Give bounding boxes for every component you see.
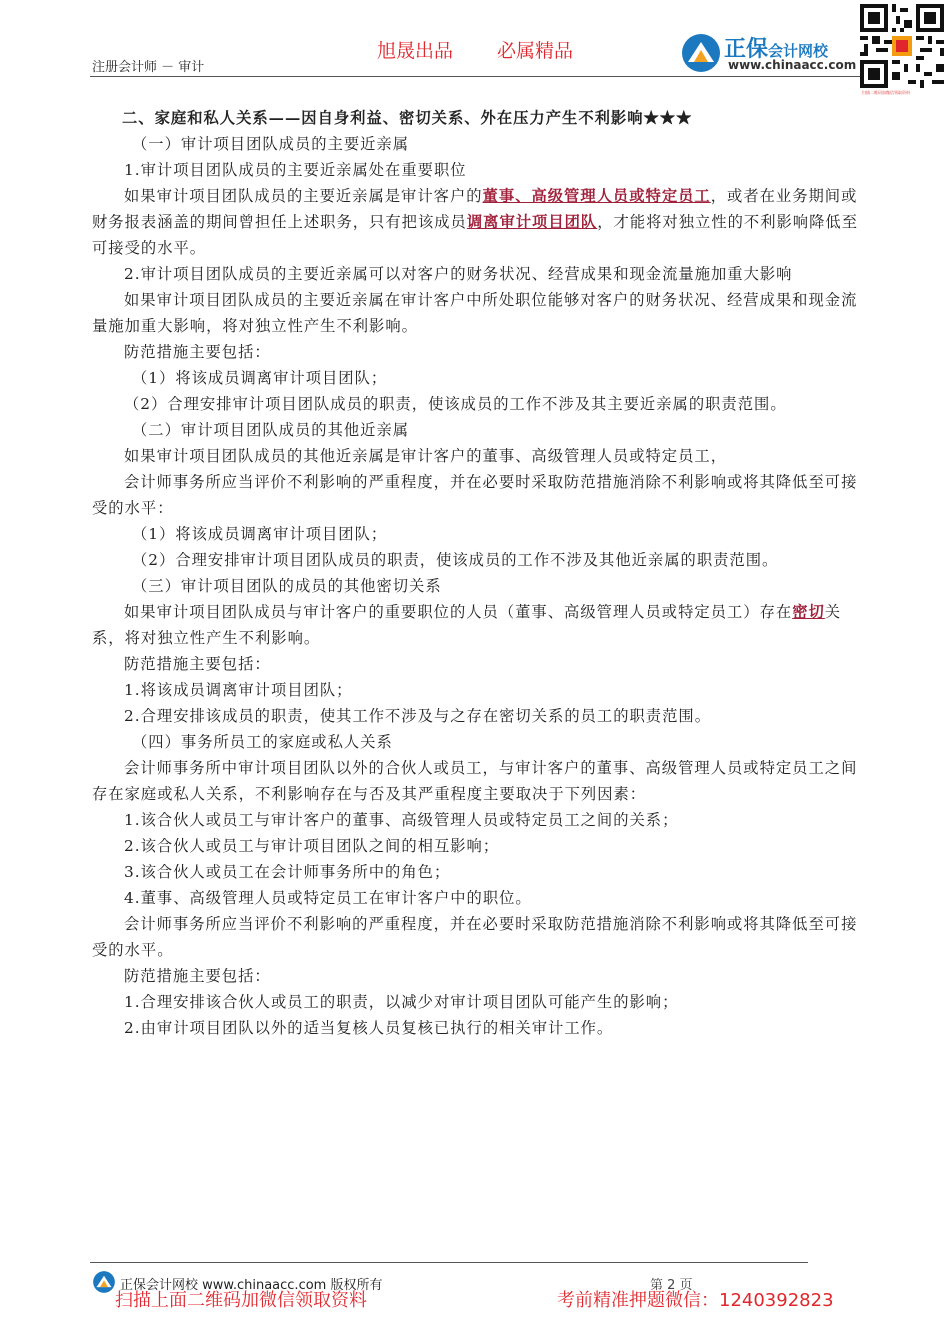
paragraph-3: 防范措施主要包括： <box>124 343 271 361</box>
page-number: 第 2 页 <box>650 1278 693 1293</box>
header-subject: 注册会计师 － 审计 <box>92 60 205 75</box>
paragraph-6: 如果审计项目团队成员的其他近亲属是审计客户的董事、高级管理人员或特定员工， <box>124 447 727 465</box>
document-body <box>92 105 858 1063</box>
qr-code-icon <box>860 4 944 88</box>
item-1-1: 1.审计项目团队成员的主要近亲属处在重要职位 <box>124 161 467 179</box>
subsection-4: （四）事务所员工的家庭或私人关系 <box>132 733 393 751</box>
paragraph-10-b: 关系，将对独立性产生不利影响。 <box>92 603 842 647</box>
paragraph-1-a: 如果审计项目团队成员的主要近亲属是审计客户的 <box>124 187 483 205</box>
logo-name-main: 正保 <box>724 37 769 62</box>
item-1-2: 2.审计项目团队成员的主要近亲属可以对客户的财务状况、经营成果和现金流量施加重大影响 <box>124 265 793 283</box>
paragraph-1 <box>92 183 858 261</box>
logo-name-suffix: 会计网校 <box>768 42 829 60</box>
header-promo-b: 必属精品 <box>497 40 574 62</box>
paragraph-7: 会计师事务所应当评价不利影响的严重程度，并在必要时采取防范措施消除不利影响或将其降低至可接受的水平： <box>92 473 858 517</box>
paragraph-17: 3.该合伙人或员工在会计师事务所中的角色； <box>124 863 451 881</box>
paragraph-4: （1）将该成员调离审计项目团队； <box>132 369 388 387</box>
header-divider <box>90 76 860 77</box>
emphasis-directors: 董事、高级管理人员或特定员工 <box>482 187 711 205</box>
subsection-1: （一）审计项目团队成员的主要近亲属 <box>132 135 410 153</box>
footer-promo-wechat: 考前精准押题微信：1240392823 <box>557 1290 834 1311</box>
paragraph-11: 防范措施主要包括： <box>124 655 271 673</box>
emphasis-close: 密切 <box>792 603 825 621</box>
paragraph-16: 2.该合伙人或员工与审计项目团队之间的相互影响； <box>124 837 500 855</box>
paragraph-14: 会计师事务所中审计项目团队以外的合伙人或员工，与审计客户的董事、高级管理人员或特定员工之间存在家庭或私人关系，不利影响存在与否及其严重程度主要取决于下列因素： <box>92 759 858 803</box>
chinaacc-logo <box>680 32 860 76</box>
paragraph-5: （2）合理安排审计项目团队成员的职责，使该成员的工作不涉及其主要近亲属的职责范围。 <box>124 395 787 413</box>
logo-url: www.chinaacc.com <box>728 58 857 72</box>
section-title: 二、家庭和私人关系——因自身利益、密切关系、外在压力产生不利影响★★★ <box>122 109 693 127</box>
paragraph-10-a: 如果审计项目团队成员与审计客户的重要职位的人员（董事、高级管理人员或特定员工）存在 <box>124 603 793 621</box>
paragraph-20: 防范措施主要包括： <box>124 967 271 985</box>
logo-mark-icon <box>680 32 722 74</box>
paragraph-12: 1.将该成员调离审计项目团队； <box>124 681 353 699</box>
paragraph-1-c: ，才能将对独立性的不利影响降低至可接受的水平。 <box>92 213 858 257</box>
footer-copyright: 正保会计网校 www.chinaacc.com 版权所有 <box>120 1278 383 1293</box>
paragraph-22: 2.由审计项目团队以外的适当复核人员复核已执行的相关审计工作。 <box>124 1019 614 1037</box>
paragraph-2: 如果审计项目团队成员的主要近亲属在审计客户中所处职位能够对客户的财务状况、经营成果和现金流量施加重大影响，将对独立性产生不利影响。 <box>92 291 858 335</box>
paragraph-19: 会计师事务所应当评价不利影响的严重程度，并在必要时采取防范措施消除不利影响或将其降低至可接受的水平。 <box>92 915 858 959</box>
paragraph-15: 1.该合伙人或员工与审计客户的董事、高级管理人员或特定员工之间的关系； <box>124 811 679 829</box>
emphasis-remove-from-team: 调离审计项目团队 <box>466 213 598 231</box>
paragraph-21: 1.合理安排该合伙人或员工的职责，以减少对审计项目团队可能产生的影响； <box>124 993 679 1011</box>
subsection-2: （二）审计项目团队成员的其他近亲属 <box>132 421 410 439</box>
footer-logo-icon <box>92 1270 116 1294</box>
footer-promo-qr: 扫描上面二维码加微信领取资料 <box>115 1290 367 1311</box>
paragraph-1-b: ，或者在业务期间或财务报表涵盖的期间曾担任上述职务，只有把该成员 <box>92 187 858 231</box>
paragraph-10 <box>92 599 858 651</box>
paragraph-8: （1）将该成员调离审计项目团队； <box>132 525 388 543</box>
paragraph-13: 2.合理安排该成员的职责，使其工作不涉及与之存在密切关系的员工的职责范围。 <box>124 707 711 725</box>
header-promo-a: 旭晟出品 <box>377 40 454 62</box>
subsection-3: （三）审计项目团队的成员的其他密切关系 <box>132 577 442 595</box>
paragraph-9: （2）合理安排审计项目团队成员的职责，使该成员的工作不涉及其他近亲属的职责范围。 <box>132 551 779 569</box>
qr-caption: 扫描二维码加微信领取资料 <box>862 90 910 95</box>
paragraph-18: 4.董事、高级管理人员或特定员工在审计客户中的职位。 <box>124 889 532 907</box>
footer-divider <box>90 1262 808 1263</box>
